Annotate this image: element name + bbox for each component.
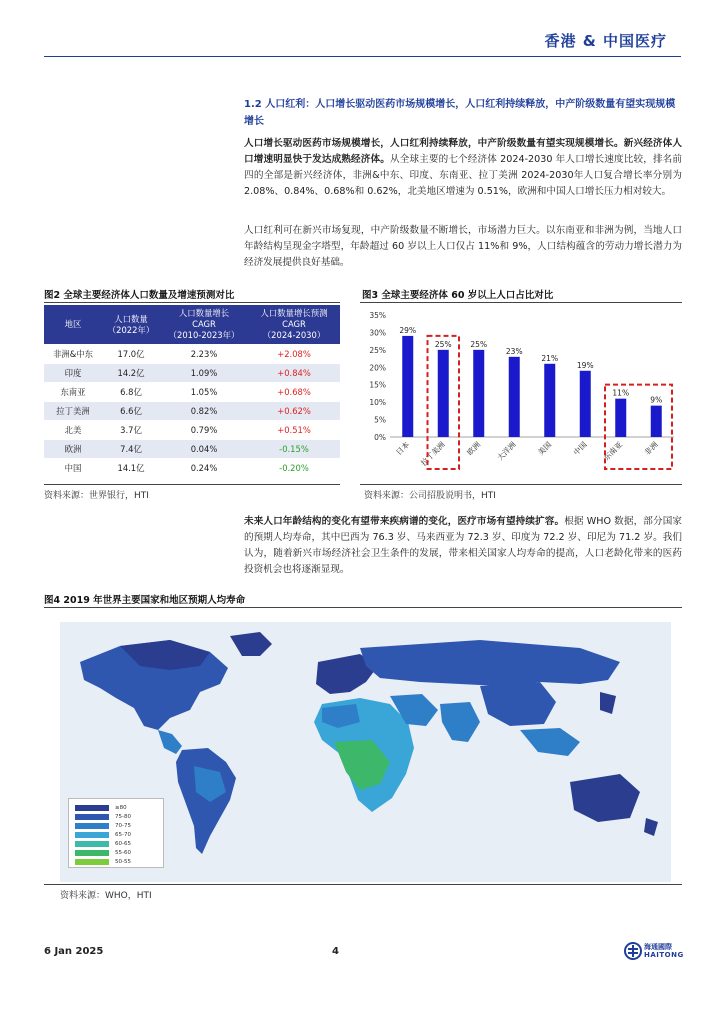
legend-swatch [75, 805, 109, 811]
y-tick-label: 0% [374, 433, 386, 442]
y-tick-label: 35% [369, 311, 386, 320]
legend-swatch [75, 832, 109, 838]
fig2-source: 资料来源：世界银行，HTI [44, 491, 149, 501]
table-cell: 非洲&中东 [44, 345, 102, 364]
logo-cn-text: 海通國際 [644, 943, 672, 951]
table-row [44, 383, 340, 402]
paragraph-1-text: 从全球主要的七个经济体 2024-2030 年人口增长速度比较，排名前四的全部是新兴经济体，非洲&中东、印度、东南亚、拉丁美洲 2024-2030年人口复合增长率分别为 2.08%、0.84%、0.68%和 0.62%，北美地区增速为 0.51%，欧洲和中国人口增长压力相对较大。 [244, 154, 682, 197]
x-tick-label: 美国 [536, 440, 554, 458]
bar [615, 399, 626, 437]
table-cell: 6.6亿 [102, 402, 160, 421]
bar-value-label: 9% [650, 395, 663, 405]
table-header-cell: 人口数量增长预测 CAGR （2024-2030） [248, 305, 340, 345]
bar [473, 350, 484, 437]
legend-label: 60-65 [115, 841, 131, 847]
fig2-bottom-rule [44, 484, 340, 485]
table-cell: 东南亚 [44, 383, 102, 402]
legend-label: 75-80 [115, 814, 131, 820]
bar [544, 364, 555, 437]
paragraph-1-bold: 人口增长驱动医药市场规模增长，人口红利持续释放，中产阶级数量有望实现规模增长。新兴经济体人口增速明显快于发达成熟经济体。 [244, 138, 682, 165]
y-tick-label: 10% [369, 398, 386, 408]
fig4-title: 图4 2019 年世界主要国家和地区预期人均寿命 [44, 595, 246, 606]
paragraph-2 [244, 223, 682, 271]
table-cell: +0.62% [248, 402, 340, 421]
table-row [44, 345, 340, 364]
bar-value-label: 11% [612, 388, 630, 398]
legend-label: 55-60 [115, 850, 131, 856]
haitong-logo [624, 942, 684, 962]
legend-label: ≥80 [115, 805, 127, 811]
table-cell: 0.82% [160, 402, 248, 421]
table-cell: 17.0亿 [102, 345, 160, 364]
fig3-source: 资料来源：公司招股说明书，HTI [364, 491, 496, 501]
table-cell: 0.24% [160, 459, 248, 478]
bar-value-label: 23% [505, 346, 523, 356]
bar [438, 350, 449, 437]
table-cell: 14.1亿 [102, 459, 160, 478]
table-cell: 0.79% [160, 421, 248, 440]
table-cell: +0.84% [248, 364, 340, 383]
table-cell: -0.20% [248, 459, 340, 478]
table-cell: 北美 [44, 421, 102, 440]
table-cell: 7.4亿 [102, 440, 160, 459]
y-tick-label: 15% [369, 380, 386, 390]
table-cell: 14.2亿 [102, 364, 160, 383]
bar [651, 406, 662, 437]
x-tick-label: 拉丁美洲 [419, 440, 447, 468]
table-header-cell: 人口数量 （2022年） [102, 305, 160, 345]
table-cell: 欧洲 [44, 440, 102, 459]
table-cell: 2.23% [160, 345, 248, 364]
table-cell: 印度 [44, 364, 102, 383]
page-number: 4 [332, 946, 339, 957]
table-cell: 1.05% [160, 383, 248, 402]
logo-en-text: HAITONG [644, 951, 684, 959]
map-legend [68, 798, 164, 868]
y-tick-label: 30% [369, 328, 386, 338]
haitong-logo-icon [624, 942, 642, 960]
table-row [44, 364, 340, 383]
paragraph-2-text: 人口红利可在新兴市场复现，中产阶级数量不断增长，市场潜力巨大。以东南亚和非洲为例，当地人口年龄结构呈现金字塔型，年龄超过 60 岁以上人口仅占 11%和 9%，人口结构蕴含的劳动力增长潜力为经济发展提供良好基础。 [244, 225, 682, 268]
bar [509, 357, 520, 437]
bar [580, 371, 591, 437]
legend-swatch [75, 850, 109, 856]
table-cell: +2.08% [248, 345, 340, 364]
bar-value-label: 19% [576, 360, 594, 370]
bar-value-label: 29% [399, 325, 417, 335]
bar-value-label: 25% [434, 339, 452, 349]
table-cell: +0.68% [248, 383, 340, 402]
table-cell: -0.15% [248, 440, 340, 459]
elderly-share-chart [360, 305, 682, 483]
paragraph-3-bold: 未来人口年龄结构的变化有望带来疾病谱的变化，医疗市场有望持续扩容。 [244, 516, 565, 527]
footer-date: 6 Jan 2025 [44, 946, 104, 957]
table-cell: 1.09% [160, 364, 248, 383]
population-table [44, 305, 340, 478]
header-title: 香港 & 中国医疗 [544, 32, 667, 50]
table-cell: 0.04% [160, 440, 248, 459]
fig2-title: 图2 全球主要经济体人口数量及增速预测对比 [44, 290, 235, 301]
x-tick-label: 非洲 [642, 440, 660, 458]
table-cell: 拉丁美洲 [44, 402, 102, 421]
bar-value-label: 25% [470, 339, 488, 349]
bar-value-label: 21% [541, 353, 559, 363]
header-rule [44, 56, 681, 57]
legend-label: 50-55 [115, 859, 131, 865]
y-tick-label: 20% [369, 363, 386, 373]
table-row [44, 402, 340, 421]
x-tick-label: 欧洲 [465, 440, 483, 458]
paragraph-3 [244, 514, 682, 578]
elderly-share-chart-svg [360, 305, 682, 483]
table-row [44, 459, 340, 478]
fig3-rule [360, 302, 682, 303]
table-header-cell: 人口数量增长 CAGR （2010-2023年） [160, 305, 248, 345]
x-tick-label: 东南亚 [601, 440, 625, 463]
x-tick-label: 中国 [571, 440, 589, 458]
y-tick-label: 25% [369, 345, 386, 355]
table-row [44, 421, 340, 440]
legend-swatch [75, 859, 109, 865]
table-cell: 中国 [44, 459, 102, 478]
fig3-title: 图3 全球主要经济体 60 岁以上人口占比对比 [362, 290, 554, 301]
legend-label: 65-70 [115, 832, 131, 838]
x-tick-label: 日本 [394, 440, 412, 458]
y-tick-label: 5% [374, 415, 386, 425]
fig4-source: 资料来源：WHO，HTI [60, 891, 152, 901]
table-cell: 3.7亿 [102, 421, 160, 440]
section-heading: 1.2 人口红利：人口增长驱动医药市场规模增长，人口红利持续释放，中产阶级数量有望实现规模增长 [244, 99, 676, 127]
legend-swatch [75, 823, 109, 829]
table-header-cell: 地区 [44, 305, 102, 345]
fig3-bottom-rule [360, 484, 682, 485]
fig4-rule [44, 607, 682, 608]
fig4-bottom-rule [44, 884, 682, 885]
paragraph-3-text: 根据 WHO 数据，部分国家的预期人均寿命，其中巴西为 76.3 岁、马来西亚为 72.3 岁、印度为 72.2 岁、印尼为 71.2 岁。我们认为，随着新兴市场经济社会卫生条件的发展，带来相关国家人均寿命的提高，人口老龄化带来的医药投资机会也将逐渐显现。 [244, 516, 682, 575]
table-cell: +0.51% [248, 421, 340, 440]
table-body [44, 345, 340, 478]
table-row [44, 440, 340, 459]
table-header-row [44, 305, 340, 345]
legend-label: 70-75 [115, 823, 131, 829]
fig2-rule [44, 302, 340, 303]
table-cell: 6.8亿 [102, 383, 160, 402]
bar [402, 336, 413, 437]
legend-swatch [75, 841, 109, 847]
x-tick-label: 大洋洲 [495, 440, 518, 463]
legend-swatch [75, 814, 109, 820]
life-expectancy-map [60, 622, 671, 882]
paragraph-1 [244, 136, 682, 200]
